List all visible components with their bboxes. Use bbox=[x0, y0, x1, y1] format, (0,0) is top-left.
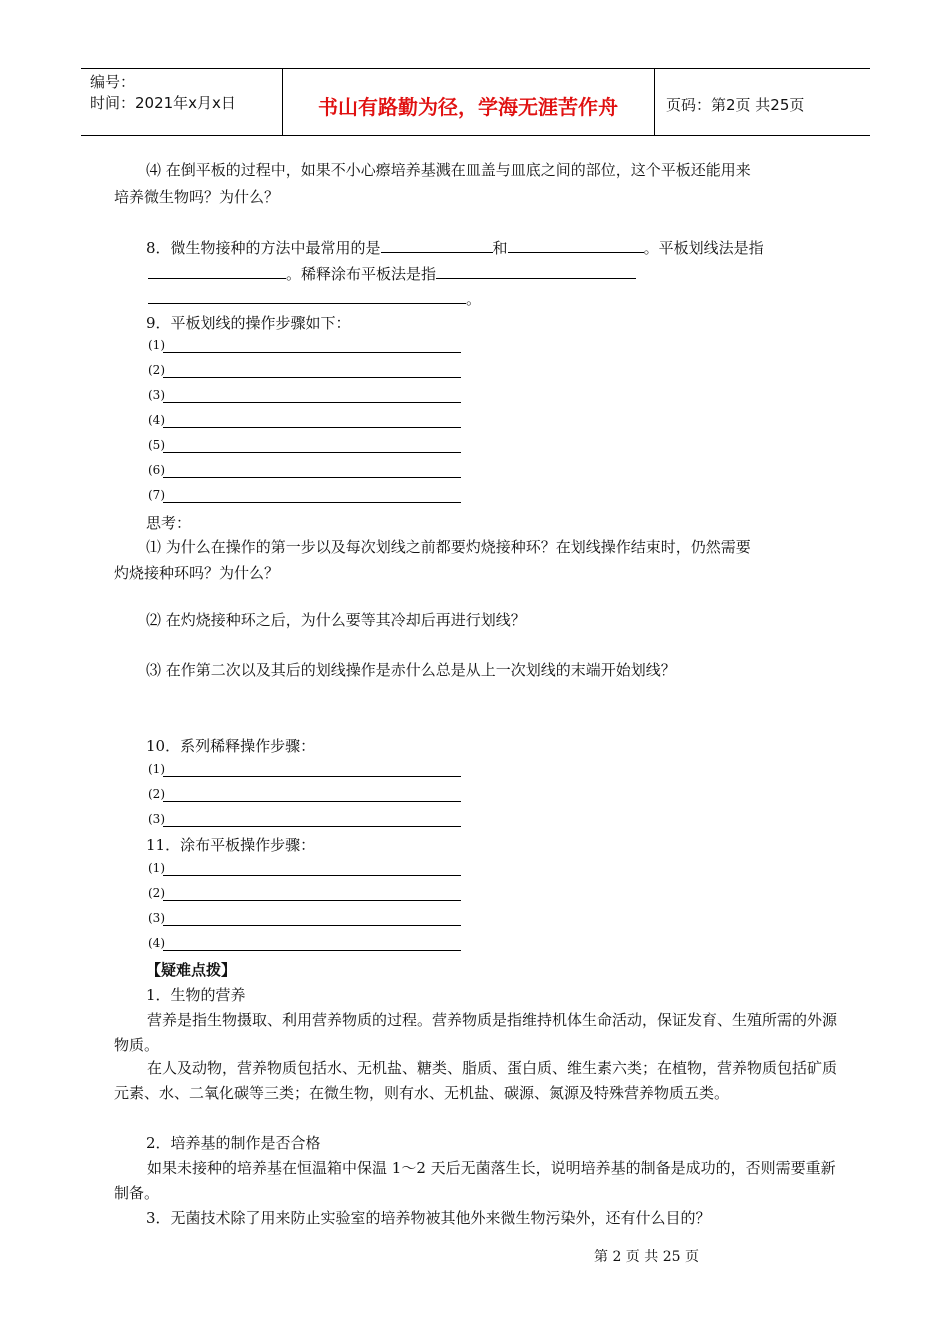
q9-step-5-blank[interactable] bbox=[163, 452, 461, 453]
q8-text-e: 。 bbox=[466, 290, 482, 308]
think-q1-line2: 灼烧接种环吗？为什么？ bbox=[114, 564, 280, 582]
q4-line2: 培养微生物吗？为什么？ bbox=[114, 188, 280, 206]
q9-step-2-label: (2) bbox=[148, 363, 165, 377]
header-code: 编号： bbox=[90, 73, 136, 91]
tips-s2-p1: 如果未接种的培养基在恒温箱中保温 1～2 天后无菌落生长，说明培养基的制备是成功的，否则需要重新制备。 bbox=[114, 1159, 836, 1202]
q9-step-1-label: (1) bbox=[148, 338, 165, 352]
q9-step-2-blank[interactable] bbox=[163, 377, 461, 378]
q10-step-2-label: (2) bbox=[148, 787, 165, 801]
q10-step-2-blank[interactable] bbox=[163, 801, 461, 802]
tips-s3-title: 3．无菌技术除了用来防止实验室的培养物被其他外来微生物污染外，还有什么目的？ bbox=[146, 1209, 711, 1227]
header-motto: 书山有路勤为径，学海无涯苦作舟 bbox=[318, 95, 618, 119]
header-bottom-border bbox=[81, 135, 870, 136]
q9-step-7-label: (7) bbox=[148, 488, 165, 502]
q11-step-2-blank[interactable] bbox=[163, 900, 461, 901]
q8-line3 bbox=[148, 286, 481, 312]
q8-line1 bbox=[146, 235, 764, 261]
q11-step-4-label: (4) bbox=[148, 936, 165, 950]
header-date: 时间：2021年x月x日 bbox=[90, 94, 236, 112]
q9-title: 9．平板划线的操作步骤如下： bbox=[146, 314, 351, 332]
q10-title: 10．系列稀释操作步骤： bbox=[146, 737, 316, 755]
q8-blank-4[interactable] bbox=[436, 261, 636, 279]
q9-step-4-blank[interactable] bbox=[163, 427, 461, 428]
tips-heading: 【疑难点拨】 bbox=[146, 961, 237, 979]
q8-text-c: 。平板划线法是指 bbox=[643, 239, 764, 257]
q11-title: 11．涂布平板操作步骤： bbox=[146, 836, 316, 854]
q8-text-b: 和 bbox=[492, 239, 508, 257]
q8-blank-2[interactable] bbox=[508, 235, 644, 253]
think-q2: ⑵ 在灼烧接种环之后，为什么要等其冷却后再进行划线？ bbox=[146, 611, 526, 629]
q8-blank-5[interactable] bbox=[148, 286, 466, 304]
tips-s1-title: 1．生物的营养 bbox=[146, 986, 246, 1004]
tips-s2-title: 2．培养基的制作是否合格 bbox=[146, 1134, 321, 1152]
q11-step-2-label: (2) bbox=[148, 886, 165, 900]
think-q3: ⑶ 在作第二次以及其后的划线操作是赤什么总是从上一次划线的末端开始划线？ bbox=[146, 661, 676, 679]
q11-step-1-blank[interactable] bbox=[163, 875, 461, 876]
page-footer: 第 2 页 共 25 页 bbox=[594, 1249, 699, 1265]
think-q1-line1: ⑴ 为什么在操作的第一步以及每次划线之前都要灼烧接种环？在划线操作结束时，仍然需要 bbox=[146, 538, 751, 556]
q9-step-3-label: (3) bbox=[148, 388, 165, 402]
q8-text-a: 8．微生物接种的方法中最常用的是 bbox=[146, 239, 381, 257]
q9-step-7-blank[interactable] bbox=[163, 502, 461, 503]
q10-step-1-label: (1) bbox=[148, 762, 165, 776]
q11-step-3-blank[interactable] bbox=[163, 925, 461, 926]
q11-step-4-blank[interactable] bbox=[163, 950, 461, 951]
tips-s1-p1: 营养是指生物摄取、利用营养物质的过程。营养物质是指维持机体生命活动，保证发育、生殖所需的外源物质。 bbox=[114, 1011, 838, 1054]
think-title: 思考： bbox=[146, 514, 192, 532]
header-top-border bbox=[81, 68, 870, 69]
header-meta bbox=[90, 72, 236, 114]
header-divider-right bbox=[654, 68, 655, 136]
q10-step-1-blank[interactable] bbox=[163, 776, 461, 777]
q11-step-3-label: (3) bbox=[148, 911, 165, 925]
q9-step-6-label: (6) bbox=[148, 463, 165, 477]
q10-step-3-blank[interactable] bbox=[163, 826, 461, 827]
q4-line1: ⑷ 在倒平板的过程中，如果不小心瘵培养基溅在皿盖与皿底之间的部位，这个平板还能用来 bbox=[146, 161, 751, 179]
q9-step-6-blank[interactable] bbox=[163, 477, 461, 478]
q8-blank-3[interactable] bbox=[148, 261, 286, 279]
q9-step-4-label: (4) bbox=[148, 413, 165, 427]
q9-step-3-blank[interactable] bbox=[163, 402, 461, 403]
q9-step-1-blank[interactable] bbox=[163, 352, 461, 353]
q8-line2 bbox=[148, 261, 636, 287]
q10-step-3-label: (3) bbox=[148, 812, 165, 826]
header-page-info: 页码：第2页 共25页 bbox=[666, 96, 805, 114]
q8-text-d: 。稀释涂布平板法是指 bbox=[286, 265, 437, 283]
q11-step-1-label: (1) bbox=[148, 861, 165, 875]
q9-step-5-label: (5) bbox=[148, 438, 165, 452]
tips-s1-p2: 在人及动物，营养物质包括水、无机盐、糖类、脂质、蛋白质、维生素六类；在植物，营养物质包括矿质元素、水、二氧化碳等三类；在微生物，则有水、无机盐、碳源、氮源及特殊营养物质五类。 bbox=[114, 1059, 838, 1102]
q8-blank-1[interactable] bbox=[381, 235, 493, 253]
